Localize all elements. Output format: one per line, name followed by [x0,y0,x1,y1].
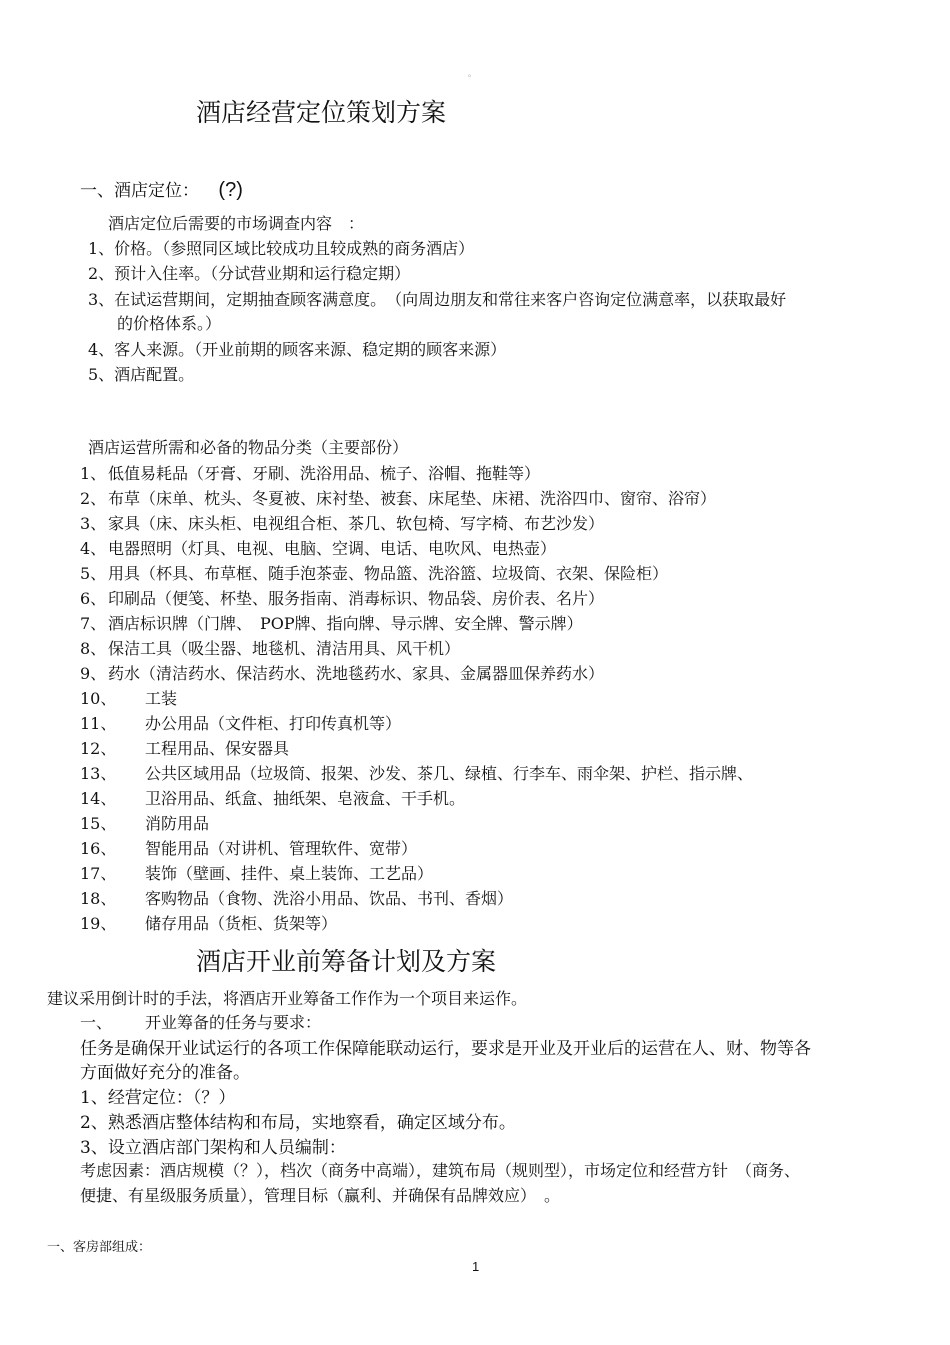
section2-item-number: 17、 [80,864,117,883]
section2-item [80,811,209,834]
section2-item-text: 低值易耗品（牙膏、牙刷、洗浴用品、梳子、浴帽、拖鞋等） [108,464,541,483]
section3-point: 2、熟悉酒店整体结构和布局，实地察看，确定区域分布。 [80,1113,516,1133]
section3-sub-text: 开业筹备的任务与要求： [145,1013,322,1032]
section3-point: 3、设立酒店部门架构和人员编制： [80,1138,346,1158]
section2-item [80,536,556,559]
section3-point: 1、经营定位：（？） [80,1088,236,1108]
section2-item [80,686,177,709]
section1-heading-text: 一、酒店定位： [80,181,199,201]
section2-intro: 酒店运营所需和必备的物品分类（主要部份） [88,438,409,457]
section2-item [80,486,716,509]
section2-item-text: 工程用品、保安器具 [145,739,290,758]
section2-item-text: 办公用品（文件柜、打印传真机等） [145,714,402,733]
section1-heading [80,176,243,202]
section2-item [80,761,753,784]
section2-item [80,611,583,634]
section1-heading-mark: (?) [218,179,243,201]
section2-item-number: 2、 [80,489,107,508]
section2-item-number: 16、 [80,839,117,858]
footer-heading: 一、客房部组成： [47,1240,152,1255]
section2-item [80,461,540,484]
section1-item-continuation: 的价格体系。） [117,314,222,333]
section3-factors-line: 便捷、有星级服务质量），管理目标（赢利、并确保有品牌效应） 。 [80,1186,561,1205]
section3-sub-num: 一、 [80,1013,113,1032]
section2-item-number: 7、 [80,614,107,633]
section1-intro: 酒店定位后需要的市场调查内容 ： [108,214,365,233]
section2-item-text: 卫浴用品、纸盒、抽纸架、皂液盒、干手机。 [145,789,466,808]
section2-item-text: 药水（清洁药水、保洁药水、洗地毯药水、家具、金属器皿保养药水） [108,664,605,683]
section2-item [80,736,289,759]
section2-item-text: 用具（杯具、布草框、随手泡茶壶、物品篮、洗浴篮、垃圾筒、衣架、保险柜） [108,564,669,583]
section2-item-text: 客购物品（食物、洗浴小用品、饮品、书刊、香烟） [145,889,514,908]
section3-factors-line: 考虑因素：酒店规模（？），档次（商务中高端），建筑布局（规则型），市场定位和经营方针 （商务、 [80,1161,801,1180]
section2-item [80,561,668,584]
section2-item-text: 印刷品（便笺、杯垫、服务指南、消毒标识、物品袋、房价表、名片） [108,589,605,608]
section2-item [80,711,401,734]
section2-item-text: 酒店标识牌（门牌、 POP牌、指向牌、导示牌、安全牌、警示牌） [108,614,583,633]
section2-item [80,636,460,659]
section1-item: 2、预计入住率。（分试营业期和运行稳定期） [88,264,411,283]
section2-item [80,786,465,809]
section2-item-number: 10、 [80,689,117,708]
section2-item-text: 装饰（壁画、挂件、桌上装饰、工艺品） [145,864,434,883]
section1-item: 1、价格。（参照同区域比较成功且较成熟的商务酒店） [88,239,475,258]
section3-task-line: 方面做好充分的准备。 [80,1063,250,1083]
section2-item-number: 5、 [80,564,107,583]
section2-item-text: 布草（床单、枕头、冬夏被、床衬垫、被套、床尾垫、床裙、洗浴四巾、窗帘、浴帘） [108,489,717,508]
section2-item [80,511,604,534]
header-dot: 。 [468,69,476,78]
section2-item-text: 公共区域用品（垃圾筒、报架、沙发、茶几、绿植、行李车、雨伞架、护栏、指示牌、 [145,764,754,783]
section3-intro: 建议采用倒计时的手法，将酒店开业筹备工作作为一个项目来运作。 [47,989,528,1008]
section2-item-text: 储存用品（货柜、货架等） [145,914,338,933]
section2-item-number: 18、 [80,889,117,908]
section2-item-text: 家具（床、床头柜、电视组合柜、茶几、软包椅、写字椅、布艺沙发） [108,514,605,533]
section2-item-number: 1、 [80,464,107,483]
page-number: 1 [472,1259,480,1274]
section2-item-number: 11、 [80,714,117,733]
section3-subheading [80,1010,321,1033]
section2-item [80,661,604,684]
section3-task-line: 任务是确保开业试运行的各项工作保障能联动运行，要求是开业及开业后的运营在人、财、物等各 [80,1039,811,1059]
section2-item-number: 4、 [80,539,107,558]
section2-item-text: 电器照明（灯具、电视、电脑、空调、电话、电吹风、电热壶） [108,539,557,558]
section2-item [80,836,417,859]
section2-item-number: 12、 [80,739,117,758]
section2-item-text: 消防用品 [145,814,210,833]
section2-item-number: 13、 [80,764,117,783]
section2-item-number: 14、 [80,789,117,808]
section2-item-text: 智能用品（对讲机、管理软件、宽带） [145,839,418,858]
section1-item: 4、客人来源。（开业前期的顾客来源、稳定期的顾客来源） [88,340,507,359]
section1-item: 3、在试运营期间，定期抽查顾客满意度。 （向周边朋友和常往来客户咨询定位满意率，以获取最好 [88,290,787,309]
section2-item [80,886,513,909]
section2-item [80,861,433,884]
section2-item-number: 15、 [80,814,117,833]
section2-item-number: 3、 [80,514,107,533]
section-title: 酒店开业前筹备计划及方案 [196,947,497,976]
section2-item [80,911,337,934]
section2-item-text: 保洁工具（吸尘器、地毯机、清洁用具、风干机） [108,639,461,658]
section2-item-number: 8、 [80,639,107,658]
section2-item-number: 19、 [80,914,117,933]
section2-item-number: 6、 [80,589,107,608]
section1-item: 5、酒店配置。 [88,365,195,384]
section2-item-number: 9、 [80,664,107,683]
document-title: 酒店经营定位策划方案 [196,98,447,127]
section2-item-text: 工装 [145,689,178,708]
section2-item [80,586,604,609]
